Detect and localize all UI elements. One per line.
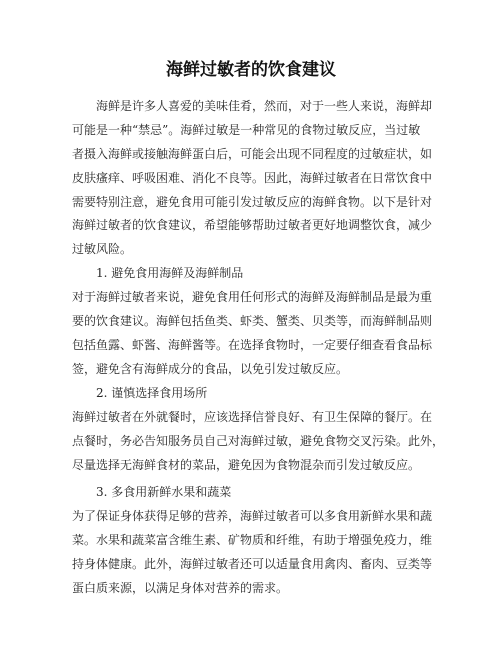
intro-line: 者摄入海鲜或接触海鲜蛋白后，可能会出现不同程度的过敏症状，如	[72, 147, 433, 161]
section-line: 包括鱼露、虾酱、海鲜酱等。在选择食物时，一定要仔细查看食品标	[72, 338, 433, 352]
section-line: 点餐时，务必告知服务员自己对海鲜过敏，避免食物交叉污染。此外，	[72, 434, 445, 448]
intro-line: 过敏风险。	[72, 242, 133, 256]
section-line: 菜。水果和蔬菜富含维生素、矿物质和纤维，有助于增强免疫力，维	[72, 533, 433, 547]
section-heading: 3. 多食用新鲜水果和蔬菜	[96, 485, 232, 499]
section-line: 要的饮食建议。海鲜包括鱼类、虾类、蟹类、贝类等，而海鲜制品则	[72, 314, 433, 328]
intro-line: 需要特别注意，避免食用可能引发过敏反应的海鲜食物。以下是针对	[72, 195, 433, 209]
section-line: 海鲜过敏者在外就餐时，应该选择信誉良好、有卫生保障的餐厅。在	[72, 410, 433, 424]
intro-line: 可能是一种“禁忌”。海鲜过敏是一种常见的食物过敏反应，当过敏	[72, 123, 421, 137]
section-line: 签，避免含有海鲜成分的食品，以免引发过敏反应。	[72, 362, 349, 376]
document-title: 海鲜过敏者的饮食建议	[166, 60, 336, 80]
section-line: 尽量选择无海鲜食材的菜品，避免因为食物混杂而引发过敏反应。	[72, 458, 421, 472]
section-line: 为了保证身体获得足够的营养，海鲜过敏者可以多食用新鲜水果和蔬	[72, 509, 433, 523]
section-line: 持身体健康。此外，海鲜过敏者还可以适量食用禽肉、畜肉、豆类等	[72, 557, 433, 571]
intro-line: 海鲜是许多人喜爱的美味佳肴，然而，对于一些人来说，海鲜却	[96, 99, 433, 113]
intro-line: 海鲜过敏者的饮食建议，希望能够帮助过敏者更好地调整饮食，减少	[72, 218, 433, 232]
intro-line: 皮肤瘙痒、呼吸困难、消化不良等。因此，海鲜过敏者在日常饮食中	[72, 171, 433, 185]
section-line: 对于海鲜过敏者来说，避免食用任何形式的海鲜及海鲜制品是最为重	[72, 290, 433, 304]
section-line: 蛋白质来源，以满足身体对营养的需求。	[72, 581, 289, 595]
section-heading: 1. 避免食用海鲜及海鲜制品	[96, 266, 244, 280]
section-heading: 2. 谨慎选择食用场所	[96, 386, 208, 400]
